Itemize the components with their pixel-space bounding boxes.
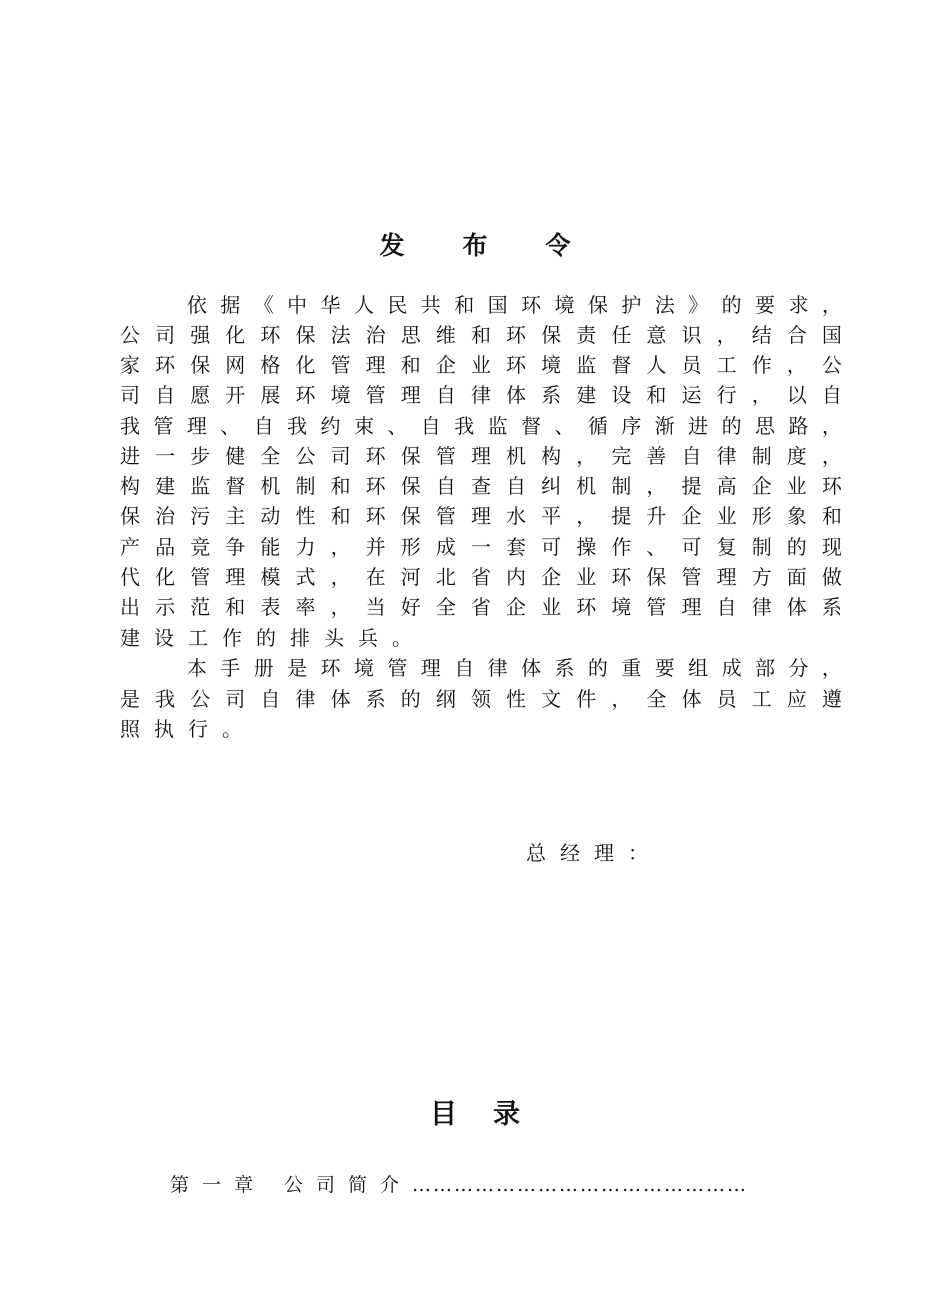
body-line: 是 我 公 司 自 律 体 系 的 纲 领 性 文 件 ， 全 体 员 工 应 遵: [120, 687, 842, 711]
body-line: 本 手 册 是 环 境 管 理 自 律 体 系 的 重 要 组 成 部 分 ，: [186, 656, 842, 680]
body-line: 建设工作的排头兵。: [120, 626, 426, 650]
toc-title: 目录: [430, 1099, 556, 1130]
toc-entry[interactable]: [170, 1170, 820, 1197]
toc-chapter-number: 第一章: [170, 1174, 267, 1196]
body-line: 家 环 保 网 格 化 管 理 和 企 业 环 境 监 督 人 员 工 作 ， 公: [120, 353, 842, 377]
body-line: 代 化 管 理 模 式 ， 在 河 北 省 内 企 业 环 保 管 理 方 面 做: [120, 565, 842, 589]
body-line: 依 据 《 中 华 人 民 共 和 国 环 境 保 护 法 》 的 要 求 ，: [186, 293, 842, 317]
body-line: 司 自 愿 开 展 环 境 管 理 自 律 体 系 建 设 和 运 行 ， 以 自: [120, 383, 842, 407]
body-line: 产 品 竞 争 能 力 ， 并 形 成 一 套 可 操 作 、 可 复 制 的 现: [120, 535, 842, 559]
body-line: 保 治 污 主 动 性 和 环 保 管 理 水 平 ， 提 升 企 业 形 象 和: [120, 504, 842, 528]
body-line: 公 司 强 化 环 保 法 治 思 维 和 环 保 责 任 意 识 ， 结 合 国: [120, 323, 842, 347]
body-line: 进 一 步 健 全 公 司 环 保 管 理 机 构 ， 完 善 自 律 制 度 ，: [120, 444, 842, 468]
body-line: 照执行。: [120, 717, 256, 741]
signature-label: 总经理：: [526, 841, 662, 865]
body-line: 我 管 理 、 自 我 约 束 、 自 我 监 督 、 循 序 渐 进 的 思 路 ，: [120, 414, 842, 438]
toc-chapter-title: 公司简介: [284, 1174, 413, 1196]
body-line: 构 建 监 督 机 制 和 环 保 自 查 自 纠 机 制 ， 提 高 企 业 环: [120, 474, 842, 498]
toc-dot-leader: …………………………………………: [412, 1174, 749, 1196]
body-line: 出 示 范 和 表 率 ， 当 好 全 省 企 业 环 境 管 理 自 律 体 系: [120, 595, 842, 619]
decree-title: 发布令: [379, 231, 629, 260]
